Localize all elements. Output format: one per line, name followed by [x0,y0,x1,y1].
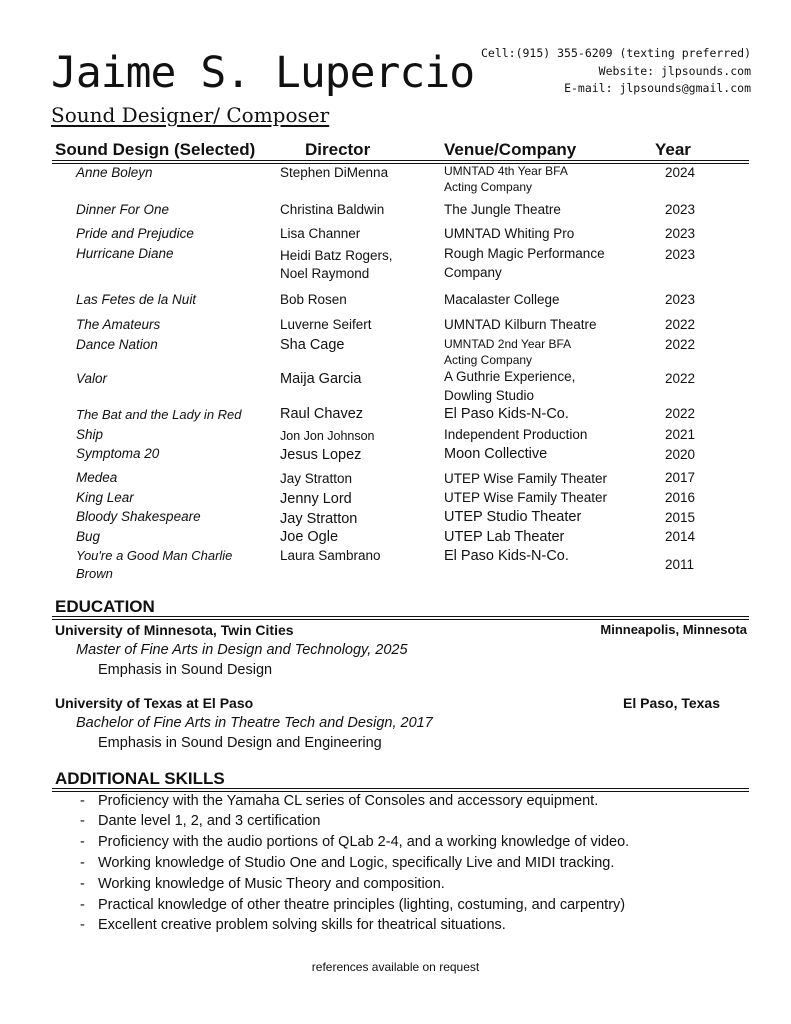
credit-director: Bob Rosen [280,292,347,307]
credit-title: Dance Nation [76,337,158,352]
credit-year: 2017 [665,470,696,485]
credit-director: Maija Garcia [280,371,362,387]
credit-title: The Bat and the Lady in Red [76,407,242,422]
credit-director: Heidi Batz Rogers, [280,248,393,263]
credit-director: Jay Stratton [280,511,358,527]
credit-director: Jesus Lopez [280,447,362,463]
credit-title: Ship [76,427,104,442]
credit-year: 2021 [665,427,696,442]
credit-director: Luverne Seifert [280,317,372,332]
credit-venue: The Jungle Theatre [444,202,561,217]
credit-year: 2011 [665,557,695,572]
credit-venue-line2: Company [444,265,502,280]
credit-year: 2024 [665,165,696,180]
credit-venue: UMNTAD Kilburn Theatre [444,317,597,332]
credit-year: 2022 [665,371,696,386]
credit-title: You're a Good Man Charlie [76,548,233,563]
school-location: Minneapolis, Minnesota [600,622,747,637]
education-heading: EDUCATION [55,597,155,616]
skill-item: - Working knowledge of Studio One and Logic, specifically Live and MIDI tracking. [80,855,615,871]
credit-venue-line2: Dowling Studio [444,388,535,403]
credit-year: 2022 [665,406,696,421]
credit-venue: UMNTAD Whiting Pro [444,226,575,241]
credit-title: Medea [76,470,118,485]
skill-item: - Dante level 1, 2, and 3 certification [80,813,321,829]
contact-website[interactable]: Website: jlpsounds.com [598,64,751,78]
bullet-dash: - [80,834,85,850]
credit-year: 2023 [665,292,696,307]
credit-title: The Amateurs [76,317,161,332]
credit-director: Jay Stratton [280,471,353,486]
credit-title: Anne Boleyn [76,165,153,180]
skills-heading: ADDITIONAL SKILLS [55,769,225,788]
degree: Master of Fine Arts in Design and Technology, 2025 [76,642,408,658]
school-location: El Paso, Texas [622,695,720,711]
credits-col-title: Sound Design (Selected) [55,140,256,159]
credit-venue: UTEP Wise Family Theater [444,471,608,486]
credit-title: King Lear [76,490,134,505]
credits-col-year: Year [655,140,691,159]
credit-title: Dinner For One [76,202,170,217]
credit-title: Bloody Shakespeare [76,509,201,524]
bullet-dash: - [80,876,85,892]
credit-director: Christina Baldwin [280,202,385,217]
contact-cell: Cell:(915) 355-6209 (texting preferred) [480,46,751,60]
credit-title: Pride and Prejudice [76,226,194,241]
skill-item: - Practical knowledge of other theatre principles (lighting, costuming, and carpentry) [80,897,626,913]
credit-venue: Rough Magic Performance [444,246,605,261]
credits-col-venue: Venue/Company [444,140,577,159]
credit-venue: UTEP Wise Family Theater [444,490,608,505]
credits-divider [52,160,749,164]
credit-venue: El Paso Kids-N-Co. [444,406,569,422]
credit-title: Valor [76,371,108,386]
credit-director-line2: Noel Raymond [280,266,370,281]
credit-venue: El Paso Kids-N-Co. [444,548,569,564]
credit-venue-line2: Acting Company [444,353,533,367]
degree: Bachelor of Fine Arts in Theatre Tech and Design, 2017 [76,715,433,731]
credits-col-director: Director [305,140,371,159]
bullet-dash: - [80,917,85,933]
school-name: University of Texas at El Paso [55,695,254,711]
credit-year: 2020 [665,447,696,462]
credit-year: 2016 [665,490,696,505]
credit-year: 2022 [665,337,696,352]
credit-director: Laura Sambrano [280,548,381,563]
school-name: University of Minnesota, Twin Cities [55,622,294,638]
skills-divider [52,788,749,792]
credit-director: Stephen DiMenna [280,165,389,180]
contact-email[interactable]: E-mail: jlpsounds@gmail.com [564,81,751,95]
bullet-dash: - [80,855,85,871]
skill-item: - Excellent creative problem solving skills for theatrical situations. [80,917,506,933]
job-title: Sound Designer/ Composer [51,103,330,127]
credit-venue: A Guthrie Experience, [444,369,576,384]
credit-venue: UMNTAD 2nd Year BFA [444,337,572,351]
credit-venue: UTEP Studio Theater [444,509,582,525]
credit-venue: Independent Production [444,427,588,442]
credit-year: 2022 [665,317,696,332]
credit-director: Jon Jon Johnson [280,429,375,443]
credit-director: Lisa Channer [280,226,361,241]
references-note: references available on request [311,960,480,974]
credit-year: 2023 [665,202,696,217]
credit-title: Las Fetes de la Nuit [76,292,197,307]
credit-year: 2015 [665,510,696,525]
skill-item: - Working knowledge of Music Theory and composition. [80,876,445,892]
credit-title-line2: Brown [76,566,113,581]
credit-year: 2023 [665,226,696,241]
bullet-dash: - [80,813,85,829]
credit-year: 2014 [665,529,696,544]
credit-venue: Macalaster College [444,292,560,307]
name-heading: Jaime S. Lupercio [51,48,475,98]
credit-venue: UMNTAD 4th Year BFA [444,164,568,178]
credit-director: Jenny Lord [280,491,352,507]
education-divider [52,616,749,620]
credit-venue: UTEP Lab Theater [444,529,565,545]
credit-title: Bug [76,529,101,544]
skill-item: - Proficiency with the audio portions of QLab 2-4, and a working knowledge of video. [80,834,630,850]
credit-director: Sha Cage [280,337,345,353]
degree-emphasis: Emphasis in Sound Design and Engineering [98,735,382,751]
degree-emphasis: Emphasis in Sound Design [98,662,273,678]
credit-director: Joe Ogle [280,529,339,545]
credit-director: Raul Chavez [280,406,364,422]
skill-item: - Proficiency with the Yamaha CL series of Consoles and accessory equipment. [80,793,599,809]
credit-title: Hurricane Diane [76,246,174,261]
credit-title: Symptoma 20 [76,446,160,461]
bullet-dash: - [80,897,85,913]
credit-venue-line2: Acting Company [444,180,533,194]
bullet-dash: - [80,793,85,809]
credit-venue: Moon Collective [444,446,548,462]
credit-year: 2023 [665,247,696,262]
